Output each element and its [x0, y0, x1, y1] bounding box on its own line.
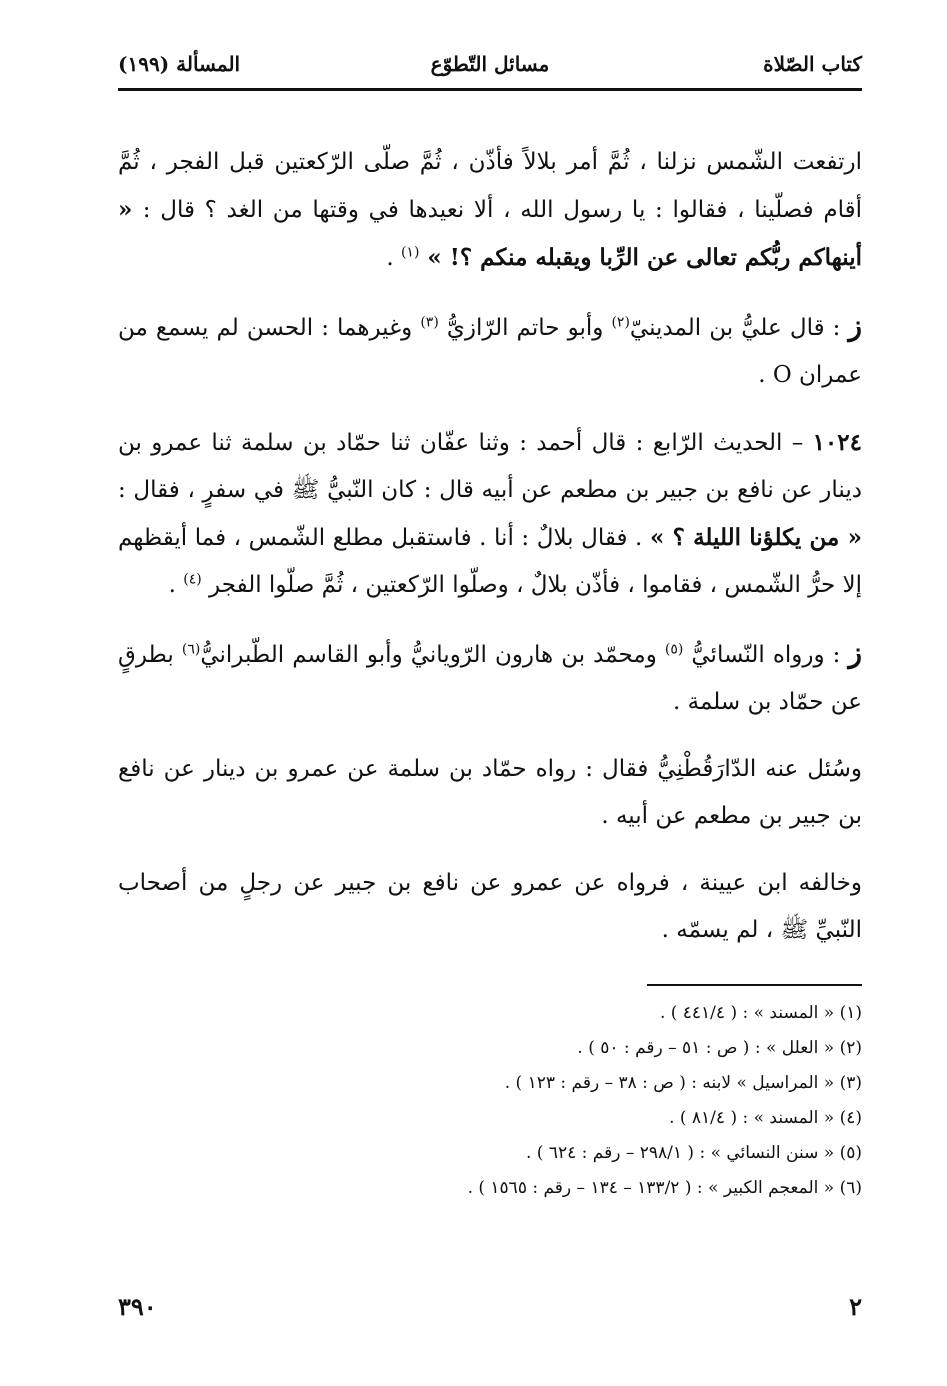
- paragraph-5: وسُئل عنه الدّارَقُطْنِيُّ فقال : رواه حمّاد بن سلمة عن عمرو بن دينار عن نافع بن جبير بن مطعم عن أبيه .: [118, 756, 862, 829]
- footnote-ref[interactable]: (٥): [664, 641, 684, 658]
- zay-marker: ز: [848, 636, 862, 669]
- footnote-ref[interactable]: (١): [400, 244, 420, 261]
- main-text: [118, 139, 862, 954]
- header-divider: [118, 88, 862, 91]
- footnote-item: (٣) « المراسيل » لابنه : ( ص : ٣٨ – رقم : ١٢٣ ) .: [504, 1073, 862, 1093]
- paragraph-3: ١٠٢٤ – الحديث الرّابع : قال أحمد : وثنا عفّان ثنا حمّاد بن سلمة ثنا عمرو بن دينار عن نافع بن جبير بن مطعم عن أبيه قال : كان النّبيُّ ﷺ في سفرٍ ، فقال : « من يكلؤنا الليلة ؟ » . فقال بلالٌ : أنا . فاستقبل مطلع الشّمس ، فما أيقظهم إلا حرُّ الشّمس ، فقاموا ، فأذّن بلالٌ ، وصلّوا الرّكعتين ، ثُمَّ صلّوا الفجر $^{(٤)}$ .: [118, 429, 862, 598]
- paragraph-2: ز : قال عليُّ بن المدينيّ$^{(٢)}$ وأبو حاتم الرّازيُّ $^{(٣)}$ وغيرهما : الحسن لم يسمع من عمران O .: [118, 309, 863, 388]
- footnote-item: (٥) « سنن النسائي » : ( ٢٩٨/١ – رقم : ٦٢٤ ) .: [525, 1143, 862, 1163]
- footnote-ref[interactable]: (٣): [420, 314, 439, 331]
- footnote-divider: [647, 984, 862, 986]
- hadith-number: ١٠٢٤: [812, 429, 862, 456]
- page: [118, 40, 862, 1360]
- page-number: ٣٩٠: [118, 1292, 157, 1321]
- paragraph-4: ز : ورواه النّسائيُّ $^{(٥)}$ ومحمّد بن هارون الرّويانيُّ وأبو القاسم الطّبرانيُّ$^{(٦)}$ بطرقٍ عن حمّاد بن سلمة .: [118, 636, 862, 715]
- paragraph-6: وخالفه ابن عيينة ، فرواه عن عمرو عن نافع بن جبير عن رجلٍ من أصحاب النّبيِّ ﷺ ، لم يسمّه .: [118, 870, 862, 943]
- footnote-item: (٢) « العلل » : ( ص : ٥١ – رقم : ٥٠ ) .: [577, 1038, 862, 1058]
- footnote-item: (٤) « المسند » : ( ٨١/٤ ) .: [669, 1108, 862, 1128]
- hadith-quote: « من يكلؤنا الليلة ؟ »: [649, 524, 862, 551]
- hadith-quote: « أينهاكم ربُّكم تعالى عن الرِّبا ويقبله منكم ؟! »: [118, 196, 862, 271]
- signature-mark: ٢: [849, 1292, 862, 1321]
- page-header: [118, 40, 862, 88]
- footnotes: [118, 996, 862, 1206]
- page-footer: [118, 1292, 862, 1322]
- chapter-title: مسائل التّطوّع: [430, 52, 550, 76]
- book-title: كتاب الصّلاة: [763, 52, 862, 76]
- zay-marker: ز: [848, 309, 863, 342]
- issue-label: المسألة (١٩٩): [118, 52, 241, 76]
- footnote-ref[interactable]: (٢): [611, 314, 630, 331]
- paragraph-1: ارتفعت الشّمس نزلنا ، ثُمَّ أمر بلالاً فأذّن ، ثُمَّ صلّى الرّكعتين قبل الفجر ، ثُمَّ أقام فصلّينا ، فقالوا : يا رسول الله ، ألا نعيدها في وقتها من الغد ؟ قال : « أينهاكم ربُّكم تعالى عن الرِّبا ويقبله منكم ؟! » $^{(١)}$ .: [118, 149, 862, 271]
- footnote-ref[interactable]: (٤): [183, 571, 202, 588]
- footnote-ref[interactable]: (٦): [181, 641, 201, 658]
- footnote-item: (٦) « المعجم الكبير » : ( ١٣٣/٢ – ١٣٤ – رقم : ١٥٦٥ ) .: [467, 1178, 862, 1198]
- circle-symbol: O: [772, 362, 792, 388]
- footnote-item: (١) « المسند » : ( ٤٤١/٤ ) .: [659, 1003, 862, 1023]
